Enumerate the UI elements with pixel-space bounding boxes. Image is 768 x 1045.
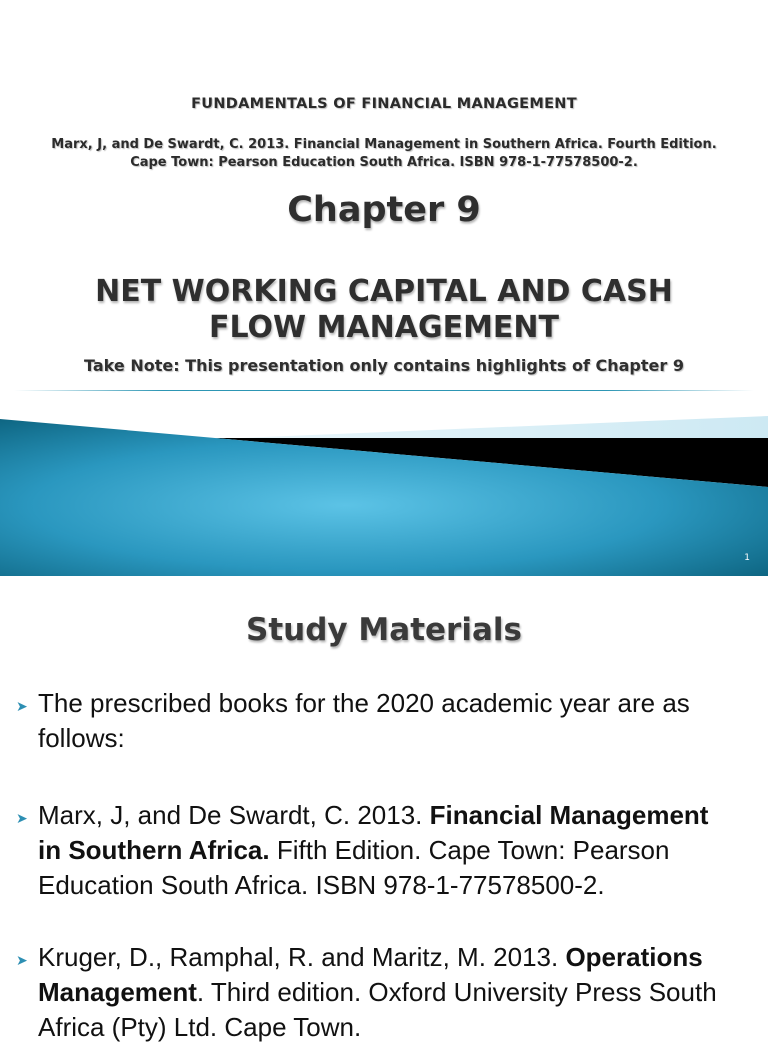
reference-line-1: Marx, J, and De Swardt, C. 2013. Financial Management in Southern Africa. Fourth Edition. bbox=[51, 137, 717, 152]
bullet-arrow-icon: ➤ bbox=[16, 810, 28, 826]
slide-title-line-1: NET WORKING CAPITAL AND CASH bbox=[95, 274, 673, 309]
list-item bbox=[16, 686, 738, 756]
list-item-text-post: . Third edition. Oxford University Press South Africa (Pty) Ltd. Cape Town. bbox=[38, 977, 717, 1042]
bullet-arrow-icon: ➤ bbox=[16, 952, 28, 968]
chapter-heading: Chapter 9 bbox=[287, 190, 481, 230]
course-title: FUNDAMENTALS OF FINANCIAL MANAGEMENT bbox=[191, 96, 577, 112]
page-number: 1 bbox=[744, 553, 750, 563]
slide-title bbox=[0, 274, 768, 346]
bullet-arrow-icon: ➤ bbox=[16, 698, 28, 714]
list-item-text-pre: Kruger, D., Ramphal, R. and Maritz, M. 2013. bbox=[38, 942, 566, 972]
take-note: Take Note: This presentation only contains highlights of Chapter 9 bbox=[84, 356, 684, 375]
reference-line-2: Cape Town: Pearson Education South Africa. ISBN 978-1-77578500-2. bbox=[130, 155, 638, 170]
divider-line bbox=[14, 390, 754, 391]
book-title: Operations Management bbox=[38, 942, 703, 1007]
band-light-shape bbox=[240, 416, 768, 439]
study-materials-title: Study Materials bbox=[246, 612, 522, 648]
book-title: Financial Management in Southern Africa. bbox=[38, 800, 709, 865]
decorative-band bbox=[0, 405, 768, 576]
slide-title-line-2: FLOW MANAGEMENT bbox=[208, 310, 559, 345]
list-item-text: The prescribed books for the 2020 academic year are as follows: bbox=[38, 688, 690, 753]
list-item-text-pre: Marx, J, and De Swardt, C. 2013. bbox=[38, 800, 430, 830]
list-item bbox=[16, 940, 738, 1045]
list-item-text-post: Fifth Edition. Cape Town: Pearson Education South Africa. ISBN 978-1-77578500-2. bbox=[38, 835, 670, 900]
reference-citation bbox=[0, 136, 768, 172]
list-item bbox=[16, 798, 738, 903]
